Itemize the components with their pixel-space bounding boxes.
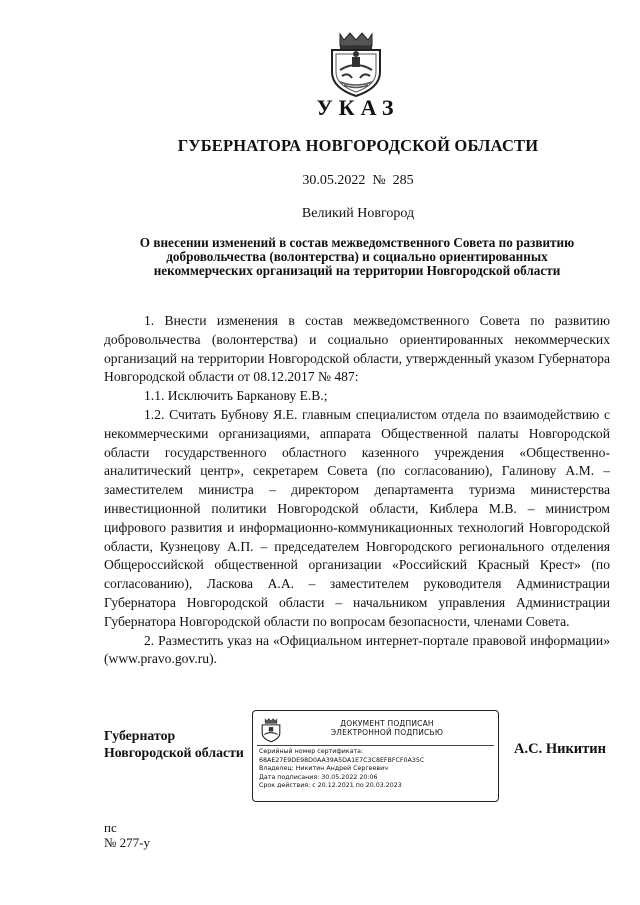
stamp-title [287, 719, 487, 737]
stamp-coat-of-arms-icon [260, 717, 282, 743]
footer-line: № 277-у [104, 835, 150, 850]
paragraph: 2. Разместить указ на «Официальном интернет-портале правовой информации» (www.pravo.gov.ru). [104, 632, 610, 667]
signatory-name: А.С. Никитин [514, 741, 606, 757]
document-title: УКАЗ [316, 95, 400, 120]
paragraph: 1.2. Считать Бубнову Я.Е. главным специалистом отдела по взаимодействию с некоммерческими организациями, аппарата Общественной палаты Новгородской области государственного областного казенного учреждения «Общественно-аналитический центр», секретарем Совета (по согласованию), Галинову А.М. – заместителем министра – директором департамента туризма министерства инвестиционной политики Новгородской области, Киблера М.В. – министром цифрового развития и информационно-коммуникационных технологий Новгородской области, Кузнецову А.П. – председателем Новгородского регионального отделения Общероссийской общественной организации «Российский Красный Крест» (по согласованию), Ласкова А.А. – заместителем руководителя Администрации Губернатора Новгородской области – начальником управления Администрации Губернатора Новгородской области по вопросам безопасности, членами Совета. [104, 406, 610, 629]
heading-line: добровольчества (волонтерства) и социально ориентированных [166, 249, 548, 264]
number-sign: № [372, 173, 386, 188]
signatory-role-line: Новгородской области [104, 745, 244, 760]
document-heading [104, 236, 610, 278]
stamp-detail-line: Дата подписания: 30.05.2022 20:06 [259, 773, 378, 781]
stamp-detail-line: Серийный номер сертификата: [259, 748, 364, 755]
signatory-role [104, 727, 244, 761]
signatory-role-line: Губернатор [104, 728, 176, 743]
stamp-title-line: ЭЛЕКТРОННОЙ ПОДПИСЬЮ [330, 728, 444, 737]
document-body [104, 312, 610, 669]
date-number-line [0, 173, 640, 189]
heading-line: О внесении изменений в состав межведомственного Совета по развитию [139, 235, 575, 250]
document-date: 30.05.2022 [302, 173, 366, 188]
paragraph: 1. Внести изменения в состав межведомственного Совета по развитию добровольчества (волонтерства) и социально ориентированных некоммерческих организаций на территории Новгородской области, утвержденный указом Губернатора Новгородской области от 08.12.2017 № 487: [104, 313, 610, 385]
document-subtitle: ГУБЕРНАТОРА НОВГОРОДСКОЙ ОБЛАСТИ [177, 136, 539, 155]
stamp-title-line: ДОКУМЕНТ ПОДПИСАН [340, 719, 434, 728]
city: Великий Новгород [301, 206, 415, 221]
document-number: 285 [392, 173, 414, 188]
document-footer [104, 820, 150, 850]
heading-line: некоммерческих организаций на территории Новгородской области [153, 263, 561, 278]
stamp-detail-line: 68AE27E9DE98D0AA39A5DA1E7C3C8EFBFCF0A35C [259, 756, 425, 764]
electronic-signature-stamp [252, 710, 499, 802]
stamp-detail-line: Владелец: Никитин Андрей Сергеевич [259, 765, 388, 772]
footer-line: пс [104, 820, 117, 835]
stamp-detail-line: Срок действия: с 20.12.2021 по 20.03.2023 [259, 782, 402, 789]
stamp-details [259, 748, 424, 791]
coat-of-arms-icon [326, 30, 386, 98]
stamp-divider [257, 745, 494, 746]
paragraph: 1.1. Исключить Барканову Е.В.; [144, 388, 328, 404]
